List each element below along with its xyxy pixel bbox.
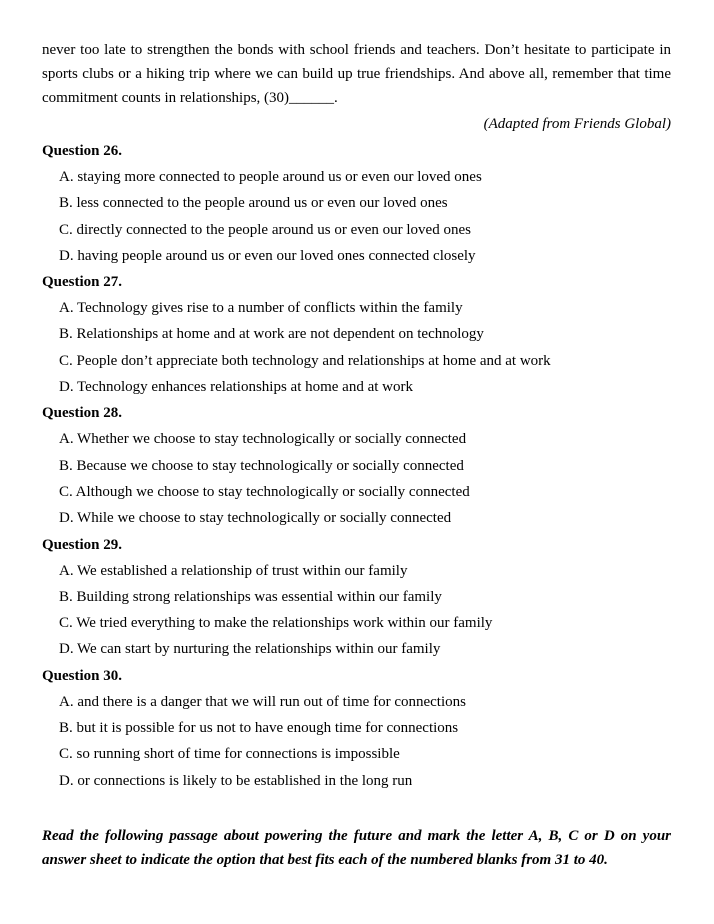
question-title: Question 26.	[42, 143, 123, 159]
instruction-line-1: Read the following passage about powering the future and mark the letter A, B, C or D on your	[42, 828, 671, 844]
passage-line-1: never too late to strengthen the bonds with school friends and teachers. Don’t hesitate to participate in	[42, 42, 671, 58]
source-title: Friends Global	[573, 116, 666, 132]
option-d: D. We can start by nurturing the relationships within our family	[59, 641, 441, 658]
option-b: B. but it is possible for us not to have enough time for connections	[59, 720, 459, 737]
option-d: D. or connections is likely to be established in the long run	[59, 772, 413, 789]
section-instruction	[42, 824, 671, 872]
option-a: A. staying more connected to people around us or even our loved ones	[59, 169, 482, 185]
question-title: Question 30.	[42, 667, 123, 684]
question-title: Question 28.	[42, 405, 123, 422]
document-page	[42, 38, 671, 794]
question-29	[42, 532, 671, 663]
question-27	[42, 269, 671, 400]
option-c: C. Although we choose to stay technologically or socially connected	[59, 483, 470, 500]
option-c: C. directly connected to the people around us or even our loved ones	[59, 221, 471, 238]
source-prefix: (Adapted from	[483, 116, 574, 132]
instruction-line-2: answer sheet to indicate the option that best fits each of the numbered blanks from 31 to 40.	[42, 852, 608, 868]
option-a: A. Technology gives rise to a number of conflicts within the family	[59, 300, 463, 317]
option-b: B. less connected to the people around us or even our loved ones	[59, 195, 448, 212]
option-c: C. People don’t appreciate both technology and relationships at home and at work	[59, 352, 551, 369]
option-c: C. so running short of time for connections is impossible	[59, 746, 400, 763]
question-30	[42, 663, 671, 794]
option-b: B. Building strong relationships was essential within our family	[59, 588, 442, 605]
option-b: B. Relationships at home and at work are not dependent on technology	[59, 326, 484, 343]
source-citation	[42, 112, 671, 136]
option-d: D. having people around us or even our loved ones connected closely	[59, 247, 476, 264]
option-a: A. We established a relationship of trust within our family	[59, 562, 408, 579]
passage-line-2: sports clubs or a hiking trip where we can build up true friendships. And above all, remember that time	[42, 66, 671, 82]
option-c: C. We tried everything to make the relationships work within our family	[59, 615, 493, 632]
question-title: Question 29.	[42, 536, 123, 553]
question-28	[42, 400, 671, 531]
option-a: A. Whether we choose to stay technologically or socially connected	[59, 431, 467, 448]
passage-line-3: commitment counts in relationships, (30)______.	[42, 90, 338, 106]
passage-text	[42, 38, 671, 110]
source-suffix: )	[666, 116, 671, 132]
option-a: A. and there is a danger that we will run out of time for connections	[59, 693, 466, 710]
option-d: D. While we choose to stay technologically or socially connected	[59, 510, 452, 527]
question-26	[42, 138, 671, 269]
option-d: D. Technology enhances relationships at home and at work	[59, 379, 413, 396]
question-title: Question 27.	[42, 274, 123, 291]
option-b: B. Because we choose to stay technologically or socially connected	[59, 457, 464, 474]
